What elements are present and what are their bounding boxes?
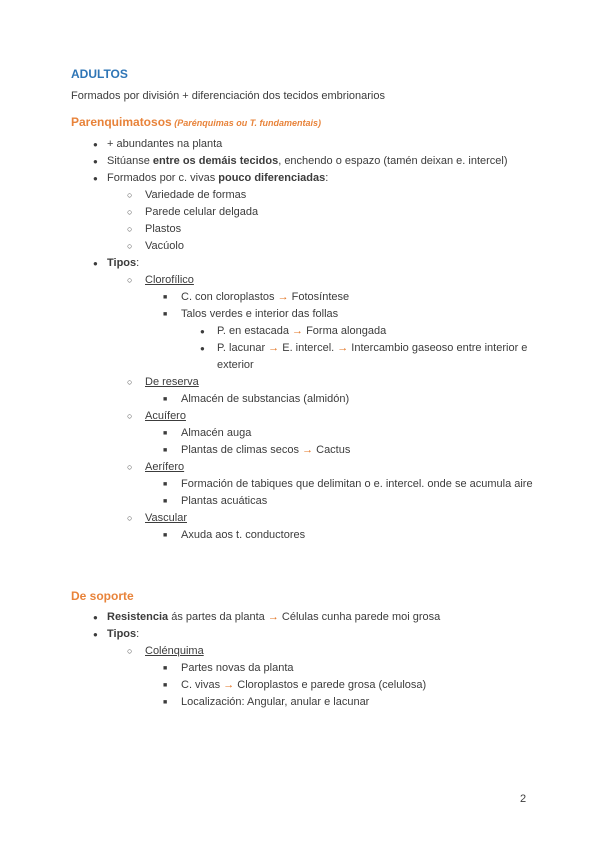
bullet-marker: ■ xyxy=(163,481,168,488)
list-item xyxy=(71,459,533,476)
bullet-marker: ○ xyxy=(127,207,133,217)
text-segment: Clorofílico xyxy=(145,274,194,286)
list-item xyxy=(71,153,533,170)
text-segment: , enchendo o espazo (tamén deixan e. intercel) xyxy=(278,155,508,167)
list-item xyxy=(71,255,533,272)
section-spacer xyxy=(71,544,533,579)
arrow-icon: → xyxy=(223,679,235,691)
text-segment: Plantas acuáticas xyxy=(181,495,268,507)
list-item xyxy=(71,527,533,544)
text-segment: P. lacunar xyxy=(217,342,269,354)
arrow-icon: → xyxy=(302,444,314,456)
text-segment: Formados por división + diferenciación dos tecidos embrionarios xyxy=(71,90,385,102)
bullet-marker: ○ xyxy=(127,241,133,251)
list-item xyxy=(71,677,533,694)
text-segment: C. vivas xyxy=(181,679,224,691)
page-number: 2 xyxy=(520,793,527,805)
text-segment: entre os demáis tecidos xyxy=(152,155,279,167)
text-segment: Tipos xyxy=(107,628,137,640)
text-segment: : xyxy=(136,257,140,269)
bullet-marker: ■ xyxy=(163,498,168,505)
text-segment: Intercambio gaseoso entre interior e exterior xyxy=(217,342,528,371)
bullet-marker: ● xyxy=(93,174,98,183)
bullet-marker: ○ xyxy=(127,411,133,421)
arrow-icon: → xyxy=(267,611,279,623)
bullet-marker: ○ xyxy=(127,275,133,285)
list-item xyxy=(71,660,533,677)
bullet-marker: ■ xyxy=(163,682,168,689)
text-segment: Almacén de substancias (almidón) xyxy=(181,393,350,405)
list-item xyxy=(71,204,533,221)
text-segment: Formación de tabiques que delimitan o e. intercel. onde se acumula aire xyxy=(181,478,533,490)
text-segment: P. en estacada xyxy=(217,325,293,337)
bullet-marker: ■ xyxy=(163,396,168,403)
text-segment: ADULTOS xyxy=(71,67,128,81)
list-item xyxy=(71,289,533,306)
text-segment: Cactus xyxy=(313,444,351,456)
list-item xyxy=(71,187,533,204)
arrow-icon: → xyxy=(268,342,280,354)
text-segment: + abundantes na planta xyxy=(107,138,223,150)
bullet-marker: ○ xyxy=(127,377,133,387)
bullet-marker: ■ xyxy=(163,532,168,539)
bullet-marker: ■ xyxy=(163,430,168,437)
list-item xyxy=(71,221,533,238)
text-segment: Acuífero xyxy=(145,410,186,422)
list-item xyxy=(71,493,533,510)
text-segment: Partes novas da planta xyxy=(181,662,294,674)
text-segment: Plantas de climas secos xyxy=(181,444,303,456)
list-item xyxy=(71,306,533,323)
bullet-marker: ■ xyxy=(163,311,168,318)
list-item xyxy=(71,323,533,340)
text-segment: Colénquima xyxy=(145,645,204,657)
arrow-icon: → xyxy=(277,291,289,303)
text-segment: Formados por c. vivas xyxy=(107,172,219,184)
text-segment: Forma alongada xyxy=(303,325,387,337)
list-item xyxy=(71,136,533,153)
text-segment: Tipos xyxy=(107,257,137,269)
arrow-icon: → xyxy=(337,342,349,354)
bullet-marker: ● xyxy=(93,613,98,622)
list-item xyxy=(71,510,533,527)
intro-paragraph xyxy=(71,88,533,105)
text-segment: Sitúanse xyxy=(107,155,153,167)
bullet-marker: ○ xyxy=(127,513,133,523)
list-item xyxy=(71,609,533,626)
text-segment: Fotosíntese xyxy=(288,291,350,303)
document-blocks xyxy=(71,66,533,711)
text-segment: : xyxy=(136,628,140,640)
text-segment: (Parénquimas ou T. fundamentais) xyxy=(171,118,322,128)
bullet-marker: ■ xyxy=(163,665,168,672)
text-segment: Cloroplastos e parede grosa (celulosa) xyxy=(234,679,427,691)
arrow-icon: → xyxy=(292,325,304,337)
list-item xyxy=(71,425,533,442)
list-item xyxy=(71,442,533,459)
text-segment: C. con cloroplastos xyxy=(181,291,278,303)
text-segment: Aerífero xyxy=(145,461,185,473)
text-segment: De soporte xyxy=(71,589,134,603)
bullet-marker: ○ xyxy=(127,224,133,234)
text-segment: E. intercel. xyxy=(279,342,338,354)
list-item xyxy=(71,272,533,289)
heading-parenquimatosos xyxy=(71,114,533,132)
bullet-marker: ● xyxy=(93,157,98,166)
list-item xyxy=(71,694,533,711)
list-item xyxy=(71,643,533,660)
list-item xyxy=(71,238,533,255)
bullet-marker: ● xyxy=(200,327,205,336)
text-segment: Vascular xyxy=(145,512,187,524)
bullet-marker: ■ xyxy=(163,294,168,301)
list-item xyxy=(71,170,533,187)
text-segment: Plastos xyxy=(145,223,182,235)
bullet-marker: ○ xyxy=(127,646,133,656)
text-segment: Vacúolo xyxy=(145,240,184,252)
text-segment: Resistencia xyxy=(107,611,169,623)
bullet-marker: ■ xyxy=(163,699,168,706)
bullet-marker: ● xyxy=(200,344,205,353)
list-item xyxy=(71,391,533,408)
text-segment: Axuda aos t. conductores xyxy=(181,529,306,541)
list-item xyxy=(71,374,533,391)
text-segment: Parenquimatosos xyxy=(71,115,172,129)
bullet-marker: ○ xyxy=(127,462,133,472)
list-item xyxy=(71,626,533,643)
list-item xyxy=(71,476,533,493)
bullet-marker: ○ xyxy=(127,190,133,200)
heading-adultos xyxy=(71,66,533,83)
bullet-marker: ● xyxy=(93,140,98,149)
list-item xyxy=(71,408,533,425)
heading-de-soporte xyxy=(71,588,533,605)
text-segment: Variedade de formas xyxy=(145,189,247,201)
text-segment: pouco diferenciadas xyxy=(218,172,326,184)
text-segment: Almacén auga xyxy=(181,427,252,439)
list-item xyxy=(71,340,533,374)
text-segment: Talos verdes e interior das follas xyxy=(181,308,339,320)
text-segment: De reserva xyxy=(145,376,199,388)
bullet-marker: ● xyxy=(93,630,98,639)
bullet-marker: ● xyxy=(93,259,98,268)
bullet-marker: ■ xyxy=(163,447,168,454)
text-segment: : xyxy=(325,172,329,184)
text-segment: ás partes da planta xyxy=(168,611,268,623)
text-segment: Parede celular delgada xyxy=(145,206,259,218)
text-segment: Localización: Angular, anular e lacunar xyxy=(181,696,370,708)
text-segment: Células cunha parede moi grosa xyxy=(278,611,441,623)
